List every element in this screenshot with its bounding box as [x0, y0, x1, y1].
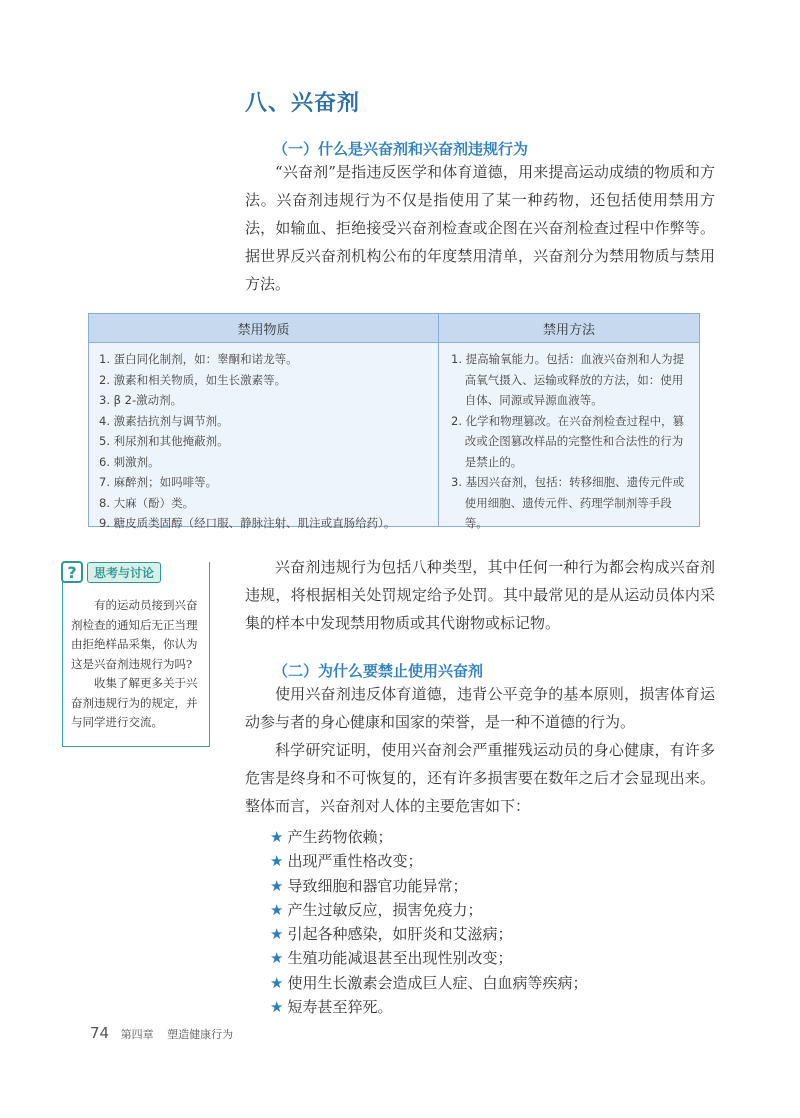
- list-item: 9. 糖皮质类固醇（经口服、静脉注射、肌注或直肠给药）。: [99, 516, 396, 530]
- list-item: 8. 大麻（酚）类。: [99, 495, 195, 510]
- star-icon: ★: [270, 973, 284, 992]
- list-item: ★ 产生过敏反应，损害免疫力；: [270, 900, 483, 919]
- chapter-label: 第四章: [120, 1028, 154, 1041]
- list-item: ★ 出现严重性格改变；: [270, 852, 423, 871]
- list-item: ★ 生殖功能减退甚至出现性别改变；: [270, 949, 513, 968]
- sidebar-paragraph: 有的运动员接到兴奋剂检查的通知后无正当理由拒绝样品采集，你认为这是兴奋剂违规行为吗?: [71, 598, 198, 671]
- list-item: 4. 激素拮抗剂与调节剂。: [99, 413, 229, 428]
- harm-intro-paragraph: 科学研究证明，使用兴奋剂会严重摧残运动员的身心健康，有许多危害是终身和不可恢复的，还有许多损害要在数年之后才会显现出来。整体而言，兴奋剂对人体的主要危害如下：: [245, 741, 715, 815]
- list-item: 5. 利尿剂和其他掩蔽剂。: [99, 434, 229, 448]
- methods-list: [451, 349, 687, 534]
- star-icon: ★: [270, 998, 284, 1017]
- harms-list: [270, 825, 587, 1019]
- table-header-methods: 禁用方法: [542, 322, 595, 338]
- table-header-substances: 禁用物质: [89, 314, 439, 342]
- sidebar-text: [71, 596, 205, 733]
- list-item: 7. 麻醉剂；如吗啡等。: [99, 475, 218, 489]
- list-item: 6. 刺激剂。: [99, 454, 160, 469]
- violation-paragraph: 兴奋剂违规行为包括八种类型，其中任何一种行为都会构成兴奋剂违规，将根据相关处罚规定给予处罚。其中最常见的是从运动员体内采集的样本中发现禁用物质或其代谢物或标记物。: [245, 558, 715, 632]
- table-header-row: [89, 314, 699, 343]
- list-item: ★ 导致细胞和器官功能异常；: [270, 876, 468, 895]
- list-item: 2. 化学和物理篡改。在兴奋剂检查过程中，篡改或企图篡改样品的完整性和合法性的行为是禁止的。: [451, 413, 685, 469]
- subsection-heading-1: （一）什么是兴奋剂和兴奋剂违规行为: [273, 140, 529, 158]
- chapter-title: 塑造健康行为: [167, 1028, 234, 1041]
- section-title: 八、兴奋剂: [245, 91, 361, 116]
- star-icon: ★: [270, 852, 284, 871]
- page-number: 74: [90, 1024, 110, 1042]
- page-footer: [90, 1024, 233, 1042]
- list-item: 2. 激素和相关物质，如生长激素等。: [99, 372, 287, 387]
- star-icon: ★: [270, 925, 284, 944]
- star-icon: ★: [270, 900, 284, 919]
- list-item: ★ 使用生长激素会造成巨人症、白血病等疾病；: [270, 973, 588, 992]
- list-item: 1. 提高输氧能力。包括：血液兴奋剂和人为提高氧气摄入、运输或释放的方法，如：使用自体、同源或异源血液等。: [451, 352, 685, 407]
- question-icon: ?: [61, 561, 83, 583]
- star-icon: ★: [270, 828, 284, 846]
- sidebar-title: 思考与讨论: [87, 562, 161, 583]
- subsection-heading-2: （二）为什么要禁止使用兴奋剂: [273, 662, 484, 680]
- discussion-sidebar: [62, 562, 210, 747]
- star-icon: ★: [270, 949, 284, 968]
- sidebar-tab: [61, 560, 183, 584]
- ethics-paragraph: 使用兴奋剂违反体育道德，违背公平竞争的基本原则，损害体育运动参与者的身心健康和国家的荣誉，是一种不道德的行为。: [245, 685, 715, 731]
- intro-paragraph: “兴奋剂”是指违反医学和体育道德，用来提高运动成绩的物质和方法。兴奋剂违规行为不仅是指使用了某一种药物，还包括使用禁用方法，如输血、拒绝接受兴奋剂检查或企图在兴奋剂检查过程中作弊等。据世界反兴奋剂机构公布的年度禁用清单，兴奋剂分为禁用物质与禁用方法。: [245, 163, 715, 293]
- list-item: 1. 蛋白同化制剂，如：睾酮和诺龙等。: [99, 352, 298, 366]
- star-icon: ★: [270, 876, 284, 895]
- list-item: 3. β 2-激动剂。: [99, 393, 183, 407]
- list-item: ★ 产生药物依赖；: [270, 828, 393, 846]
- substances-list: [99, 349, 428, 534]
- table-body: [89, 343, 699, 530]
- list-item: 3. 基因兴奋剂，包括：转移细胞、遗传元件或使用细胞、遗传元件、药理学制剂等手段等。: [451, 475, 685, 530]
- list-item: ★ 引起各种感染，如肝炎和艾滋病；: [270, 925, 513, 944]
- sidebar-paragraph: 收集了解更多关于兴奋剂违规行为的规定，并与同学进行交流。: [71, 676, 198, 729]
- list-item: ★ 短寿甚至猝死。: [270, 998, 393, 1017]
- banned-list-table: [88, 313, 700, 530]
- methods-column: [439, 343, 699, 530]
- substances-column: [89, 343, 439, 530]
